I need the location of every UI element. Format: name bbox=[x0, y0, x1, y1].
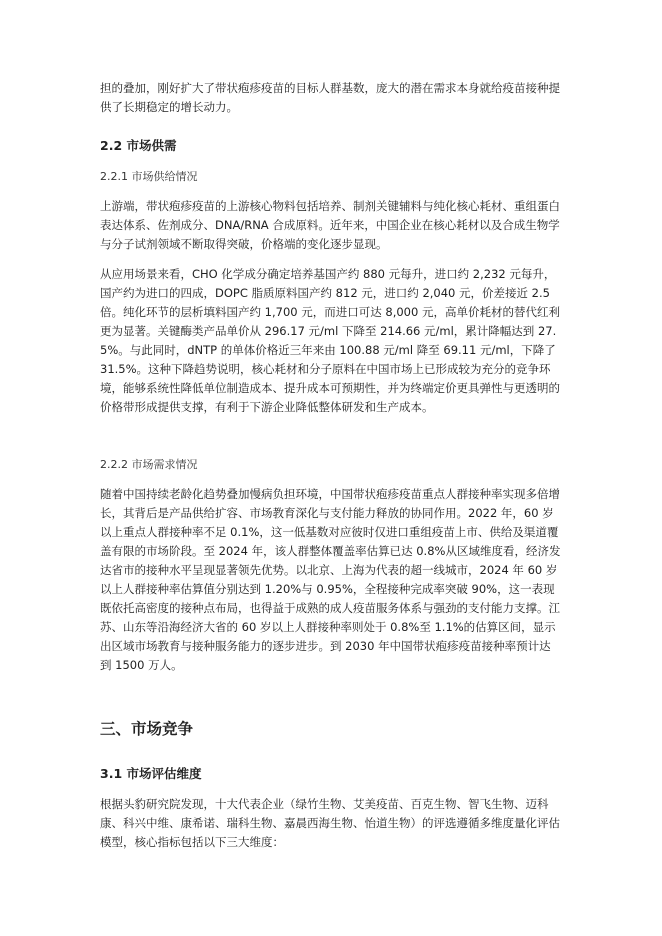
subsection-heading-market-demand: 2.2.2 市场需求情况 bbox=[100, 458, 198, 471]
supply-upstream-paragraph: 上游端，带状疱疹疫苗的上游核心物料包括培养、制剂关键辅料与纯化核心耗材、重组蛋白表达体系、佐剂成分、DNA/RNA 合成原料。近年来，中国企业在核心耗材以及合成生物学与分子试剂领域不断取得突破，价格端的变化逐步显现。 bbox=[100, 199, 560, 251]
evaluation-paragraph: 根据头豹研究院发现，十大代表企业（绿竹生物、艾美疫苗、百克生物、智飞生物、迈科康、科兴中维、康希诺、瑞科生物、嘉晨西海生物、怡道生物）的评选遵循多维度量化评估模型，核心指标包括以下三大维度： bbox=[100, 797, 560, 849]
chapter-heading-market-competition: 三、市场竞争 bbox=[100, 720, 194, 738]
supply-application-paragraph: 从应用场景来看，CHO 化学成分确定培养基国产约 880 元每升，进口约 2,232 元每升，国产约为进口的四成，DOPC 脂质原料国产约 812 元，进口约 2,040 元，价差接近 2.5 倍。纯化环节的层析填料国产约 1,700 元，而进口可达 8,000 元，高单价耗材的替代红利更为显著。关键酶类产品单价从 296.17 元/ml 下降至 214.66 元/ml，累计降幅达到 27.5%。与此同时，dNTP 的单体价格近三年来由 100.88 元/ml 降至 69.11 元/ml，下降了 31.5%。这种下降趋势说明，核心耗材和分子原料在中国市场上已形成较为充分的竞争环境，能够系统性降低单位制造成本、提升成本可预期性，并为终端定价更具弹性与更透明的价格带形成提供支撑，有利于下游企业降低整体研发和生产成本。 bbox=[100, 267, 560, 414]
section-heading-evaluation-dimensions: 3.1 市场评估维度 bbox=[100, 766, 202, 781]
demand-paragraph: 随着中国持续老龄化趋势叠加慢病负担环境，中国带状疱疹疫苗重点人群接种率实现多倍增长，其背后是产品供给扩容、市场教育深化与支付能力释放的协同作用。2022 年，60 岁以上重点人群接种率不足 0.1%，这一低基数对应彼时仅进口重组疫苗上市、供给及渠道覆盖有限的市场阶段。至 2024 年，该人群整体覆盖率估算已达 0.8%从区域维度看，经济发达省市的接种水平呈现显著领先优势。以北京、上海为代表的超一线城市，2024 年 60 岁以上人群接种率估算值分别达到 1.20%与 0.95%，全程接种完成率突破 90%，这一表现既依托高密度的接种点布局，也得益于成熟的成人疫苗服务体系与强劲的支付能力支撑。江苏、山东等沿海经济大省的 60 岁以上人群接种率则处于 0.8%至 1.1%的估算区间，显示出区域市场教育与接种服务能力的逐步进步。到 2030 年中国带状疱疹疫苗接种率预计达到 1500 万人。 bbox=[100, 487, 561, 672]
subsection-heading-market-supply: 2.2.1 市场供给情况 bbox=[100, 170, 198, 183]
intro-paragraph: 担的叠加，刚好扩大了带状疱疹疫苗的目标人群基数，庞大的潜在需求本身就给疫苗接种提供了长期稳定的增长动力。 bbox=[100, 81, 560, 114]
section-heading-market-supply-demand: 2.2 市场供需 bbox=[100, 138, 177, 153]
